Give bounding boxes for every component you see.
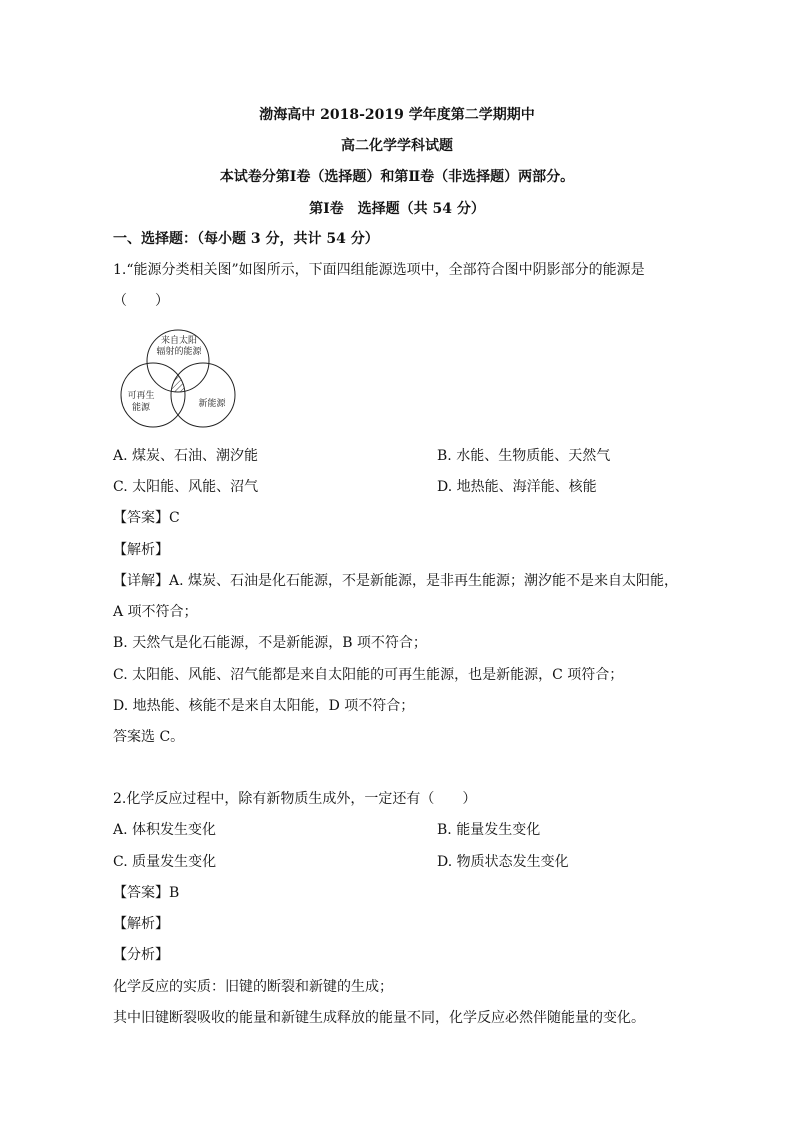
q1-detail-c: C. 太阳能、风能、沼气能都是来自太阳能的可再生能源，也是新能源，C 项符合； bbox=[113, 667, 624, 683]
section1-heading: 一、选择题：（每小题 3 分，共计 54 分） bbox=[113, 231, 379, 247]
q1-option-d: D. 地热能、海洋能、核能 bbox=[437, 479, 597, 495]
venn-left-label-2: 能源 bbox=[131, 403, 151, 413]
q1-option-c: C. 太阳能、风能、沼气 bbox=[113, 479, 259, 495]
school-title: 渤海高中 2018-2019 学年度第二学期期中 bbox=[259, 107, 535, 123]
q2-answer: 【答案】B bbox=[113, 885, 180, 901]
q2-option-c: C. 质量发生变化 bbox=[113, 854, 217, 870]
subject-title: 高二化学学科试题 bbox=[341, 138, 453, 154]
venn-top-label-2: 辐射的能源 bbox=[156, 347, 202, 357]
q1-detail-b: B. 天然气是化石能源，不是新能源，B 项不符合； bbox=[113, 635, 427, 651]
venn-right-label: 新能源 bbox=[198, 399, 226, 409]
venn-left-label-1: 可再生 bbox=[127, 391, 155, 401]
q1-stem-line1: 1.“能源分类相关图”如图所示，下面四组能源选项中，全部符合图中阴影部分的能源是 bbox=[113, 262, 645, 278]
q2-option-b: B. 能量发生变化 bbox=[437, 822, 541, 838]
q2-option-a: A. 体积发生变化 bbox=[113, 822, 217, 838]
q2-stem: 2.化学反应过程中，除有新物质生成外，一定还有（ ） bbox=[113, 791, 477, 807]
q1-detail-d: D. 地热能、核能不是来自太阳能，D 项不符合； bbox=[113, 698, 415, 714]
q1-stem-line2: （ ） bbox=[113, 293, 169, 309]
venn-top-label-1: 来自太阳 bbox=[160, 336, 198, 346]
intro-line: 本试卷分第Ⅰ卷（选择题）和第Ⅱ卷（非选择题）两部分。 bbox=[219, 169, 575, 185]
q1-analysis-label: 【解析】 bbox=[113, 542, 169, 558]
q2-fenxi-label: 【分析】 bbox=[113, 947, 169, 963]
q2-fenxi-line2: 其中旧键断裂吸收的能量和新键生成释放的能量不同，化学反应必然伴随能量的变化。 bbox=[113, 1010, 645, 1026]
part1-title: 第Ⅰ卷 选择题（共 54 分） bbox=[309, 201, 485, 217]
q1-option-b: B. 水能、生物质能、天然气 bbox=[437, 448, 611, 464]
q1-detail-line1: 【详解】A. 煤炭、石油是化石能源，不是新能源，是非再生能源；潮汐能不是来自太阳能， bbox=[113, 573, 679, 589]
venn-diagram bbox=[113, 323, 243, 431]
q2-option-d: D. 物质状态发生变化 bbox=[437, 854, 569, 870]
q1-detail-line2: A 项不符合； bbox=[113, 604, 198, 620]
q1-answer: 【答案】C bbox=[113, 510, 180, 526]
q2-analysis-label: 【解析】 bbox=[113, 916, 169, 932]
q1-option-a: A. 煤炭、石油、潮汐能 bbox=[113, 448, 259, 464]
q1-conclusion: 答案选 C。 bbox=[113, 729, 185, 745]
q2-fenxi-line1: 化学反应的实质：旧键的断裂和新键的生成； bbox=[113, 979, 393, 995]
venn-circle-right bbox=[171, 363, 235, 427]
